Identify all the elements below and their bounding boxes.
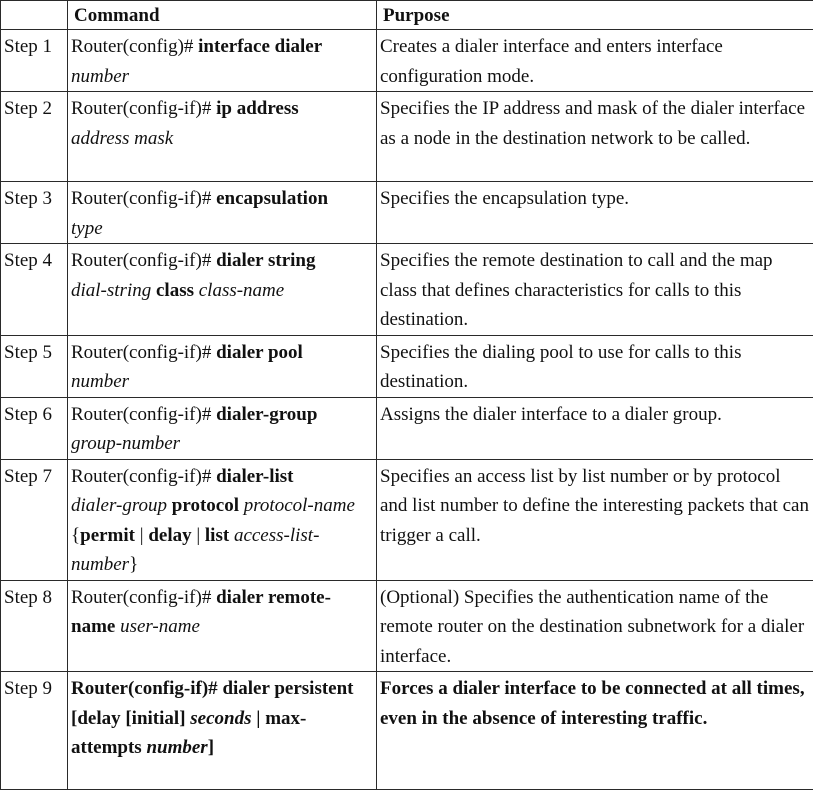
step-label: Step 8 <box>1 580 68 672</box>
table-row <box>1 672 813 790</box>
separator: | <box>192 525 205 546</box>
command-keyword: dialer string <box>216 250 315 271</box>
command-keyword: protocol <box>172 495 239 516</box>
command-argument: number <box>71 371 129 392</box>
table-row <box>1 459 813 580</box>
step-label: Step 1 <box>1 30 68 92</box>
purpose-cell: Assigns the dialer interface to a dialer group. <box>377 397 813 459</box>
step-label: Step 7 <box>1 459 68 580</box>
purpose-cell: Forces a dialer interface to be connected at all times, even in the absence of interesting traffic. <box>377 672 813 790</box>
header-purpose: Purpose <box>377 1 813 30</box>
command-keyword: | max-attempts <box>71 708 306 759</box>
command-prompt: Router(config-if)# <box>71 188 216 209</box>
step-label: Step 4 <box>1 244 68 336</box>
table-row <box>1 92 813 182</box>
command-keyword: permit <box>80 525 135 546</box>
command-argument: number <box>146 737 207 758</box>
header-row <box>1 1 813 30</box>
command-argument: dial-string <box>71 280 151 301</box>
table-row <box>1 30 813 92</box>
step-label: Step 2 <box>1 92 68 182</box>
command-argument: class-name <box>199 280 284 301</box>
command-argument: access-list-number <box>71 525 319 576</box>
table-row <box>1 244 813 336</box>
command-cell <box>68 397 377 459</box>
command-prompt: Router(config-if)# <box>71 587 216 608</box>
step-label: Step 9 <box>1 672 68 790</box>
command-keyword: ] <box>208 737 214 758</box>
command-argument: dialer-group <box>71 495 167 516</box>
command-cell <box>68 672 377 790</box>
purpose-cell: Specifies the encapsulation type. <box>377 182 813 244</box>
step-label: Step 6 <box>1 397 68 459</box>
brace-close: } <box>129 554 138 575</box>
table-row <box>1 397 813 459</box>
table-row <box>1 182 813 244</box>
header-command: Command <box>68 1 377 30</box>
command-keyword: dialer remote-name <box>71 587 331 638</box>
command-keyword: encapsulation <box>216 188 328 209</box>
table-row <box>1 335 813 397</box>
command-prompt: Router(config-if)# <box>71 466 216 487</box>
command-prompt: Router(config-if)# <box>71 342 216 363</box>
command-prompt: Router(config)# <box>71 36 198 57</box>
command-cell <box>68 30 377 92</box>
purpose-cell: Creates a dialer interface and enters interface configuration mode. <box>377 30 813 92</box>
command-keyword: ip address <box>216 98 299 119</box>
command-argument: number <box>71 66 129 87</box>
command-keyword: dialer pool <box>216 342 303 363</box>
command-keyword: dialer-group <box>216 404 317 425</box>
command-prompt: Router(config-if)# <box>71 250 216 271</box>
step-label: Step 5 <box>1 335 68 397</box>
command-cell <box>68 244 377 336</box>
purpose-cell: Specifies an access list by list number or by protocol and list number to define the interesting packets that can trigger a call. <box>377 459 813 580</box>
command-keyword: dialer-list <box>216 466 293 487</box>
command-cell <box>68 459 377 580</box>
table-row <box>1 580 813 672</box>
command-cell <box>68 92 377 182</box>
command-keyword: delay <box>148 525 191 546</box>
command-argument: protocol-name <box>244 495 355 516</box>
command-cell <box>68 580 377 672</box>
command-prompt: Router(config-if)# <box>71 98 216 119</box>
command-cell <box>68 335 377 397</box>
command-argument: group-number <box>71 433 180 454</box>
command-keyword: dialer persistent [delay [initial] <box>71 678 354 729</box>
command-argument: type <box>71 218 103 239</box>
command-argument: seconds <box>190 708 251 729</box>
command-cell <box>68 182 377 244</box>
purpose-cell: (Optional) Specifies the authentication name of the remote router on the destination subnetwork for a dialer interface. <box>377 580 813 672</box>
command-keyword: list <box>205 525 229 546</box>
command-argument: user-name <box>120 616 200 637</box>
step-label: Step 3 <box>1 182 68 244</box>
command-prompt: Router(config-if)# <box>71 404 216 425</box>
purpose-cell: Specifies the dialing pool to use for calls to this destination. <box>377 335 813 397</box>
header-step <box>1 1 68 30</box>
command-argument: address mask <box>71 128 173 149</box>
purpose-cell: Specifies the remote destination to call and the map class that defines characteristics for calls to this destination. <box>377 244 813 336</box>
separator: | <box>135 525 148 546</box>
brace-open: { <box>71 525 80 546</box>
purpose-cell: Specifies the IP address and mask of the dialer interface as a node in the destination network to be called. <box>377 92 813 182</box>
command-keyword: interface dialer <box>198 36 322 57</box>
command-keyword: class <box>156 280 194 301</box>
command-prompt: Router(config-if)# <box>71 678 222 699</box>
